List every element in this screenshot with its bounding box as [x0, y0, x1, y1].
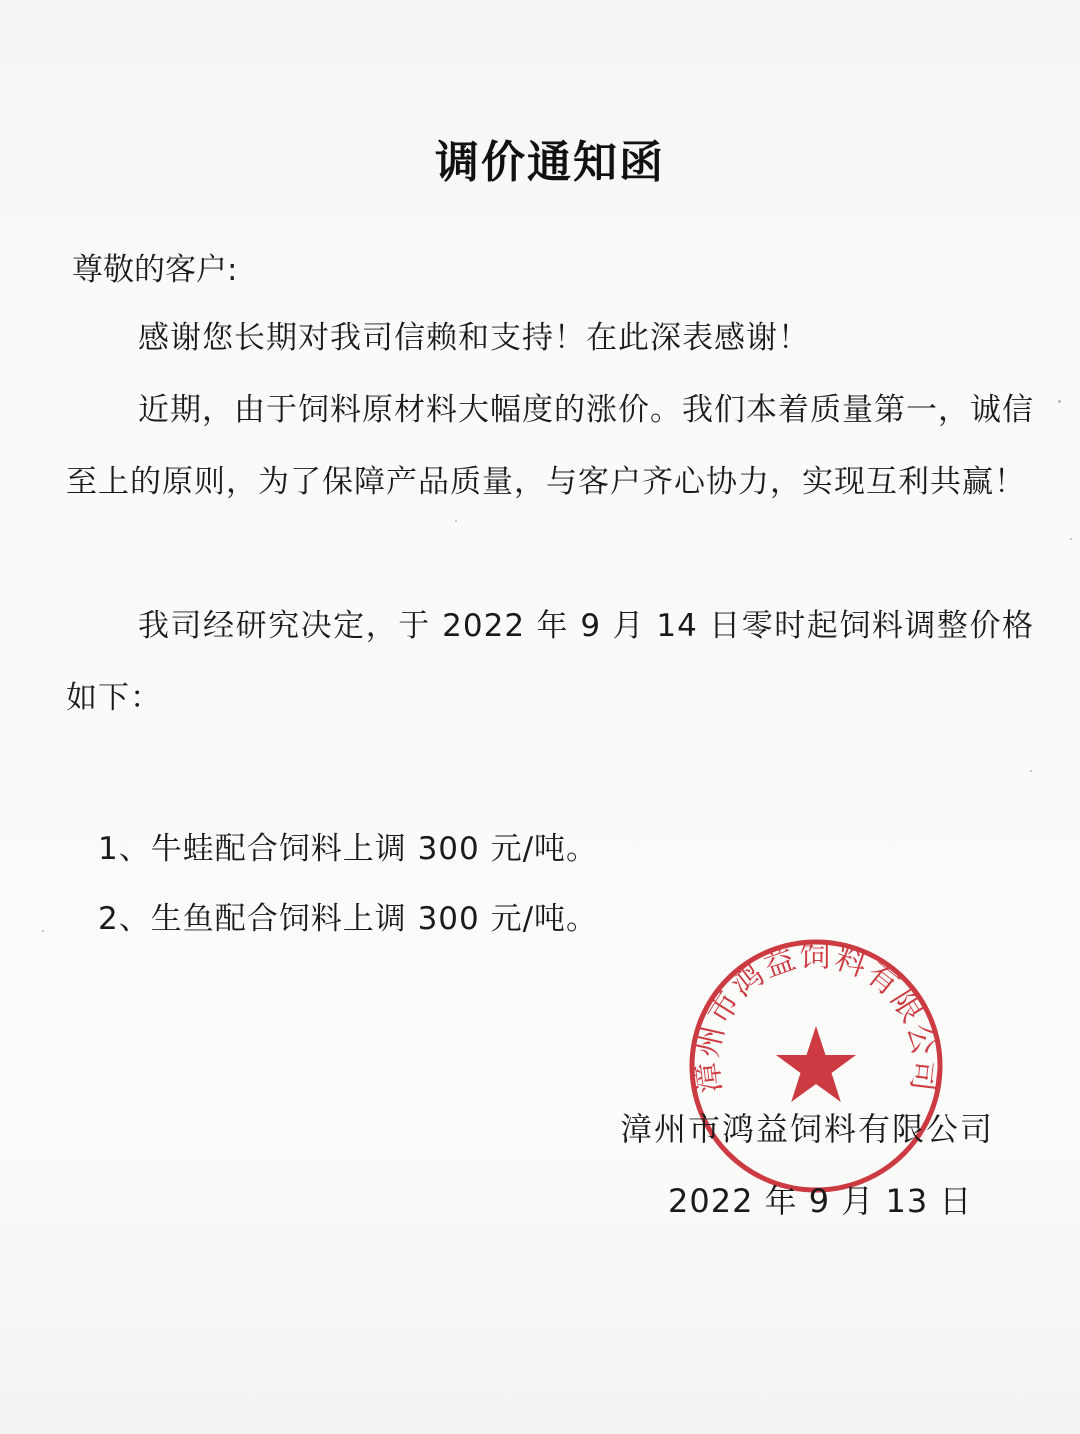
- seal-star-icon: [776, 1026, 856, 1102]
- paragraph-reason: 近期，由于饲料原材料大幅度的涨价。我们本着质量第一，诚信至上的原则，为了保障产品质量，与客户齐心协力，实现互利共赢！: [66, 392, 1034, 500]
- paragraph-thanks: 感谢您长期对我司信赖和支持！在此深表感谢！: [138, 320, 810, 356]
- salutation: 尊敬的客户:: [72, 252, 238, 288]
- paper-speck: [1030, 770, 1032, 772]
- list-item: 2、生鱼配合饲料上调 300 元/吨。: [98, 901, 599, 937]
- company-signature: 漳州市鸿益饲料有限公司: [620, 1110, 995, 1148]
- paper-speck: [1058, 400, 1061, 403]
- paper-speck: [1070, 538, 1072, 540]
- seal-lettering: 漳州市鸿益饲料有限公司: [688, 938, 944, 1096]
- paper-speck: [455, 520, 457, 522]
- company-seal-stamp: [684, 934, 948, 1198]
- paragraph-decision: 我司经研究决定，于 2022 年 9 月 14 日零时起饲料调整价格如下：: [66, 608, 1034, 716]
- page-title: 调价通知函: [435, 137, 665, 188]
- price-adjustment-list: [98, 814, 598, 954]
- paper-speck: [42, 930, 44, 932]
- list-item: 1、牛蛙配合饲料上调 300 元/吨。: [98, 831, 599, 867]
- letter-date: 2022 年 9 月 13 日: [668, 1182, 973, 1220]
